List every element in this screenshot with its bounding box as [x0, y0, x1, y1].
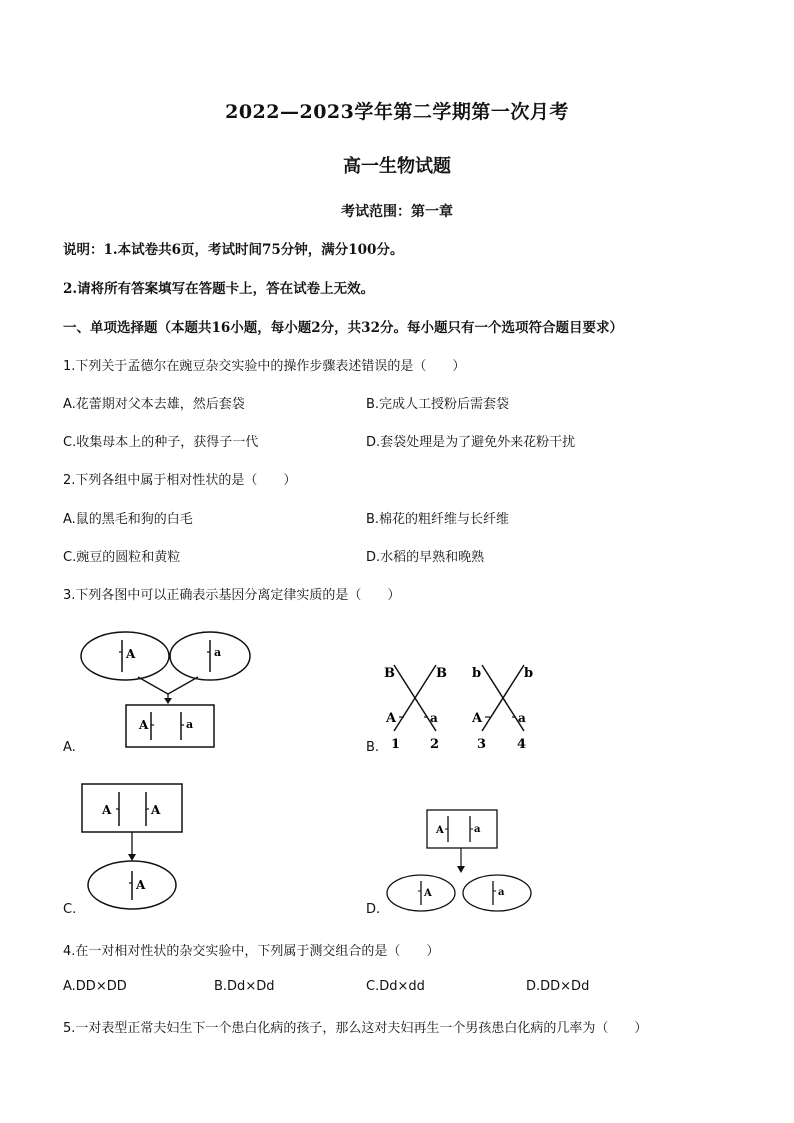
allele-label: A — [472, 711, 483, 726]
arrow-down-icon — [457, 866, 465, 873]
parent-cell-left — [81, 632, 169, 680]
question-4-option-d: D.DD×Dd — [526, 979, 590, 994]
allele-label: A — [139, 718, 149, 732]
question-4-option-b: B.Dd×Dd — [214, 979, 275, 994]
cell-box — [82, 784, 182, 832]
allele-label: a — [518, 711, 526, 725]
diagram-c-label: C. — [63, 902, 77, 917]
question-1-option-c: C.收集母本上的种子，获得子一代 — [63, 435, 259, 450]
allele-label: A — [424, 888, 432, 899]
exam-subtitle: 高一生物试题 — [343, 156, 451, 177]
chromosome-number: 1 — [391, 737, 401, 752]
question-1-option-b: B.完成人工授粉后需套袋 — [366, 397, 510, 412]
question-5-stem: 5.一对表型正常夫妇生下一个患白化病的孩子，那么这对夫妇再生一个男孩患白化病的几率为（ ） — [63, 1021, 648, 1036]
allele-label: a — [498, 887, 505, 898]
question-3-stem: 3.下列各图中可以正确表示基因分离定律实质的是（ ） — [63, 588, 401, 603]
allele-label: b — [524, 666, 534, 681]
allele-label: A — [136, 878, 146, 892]
question-2-option-b: B.棉花的粗纤维与长纤维 — [366, 512, 510, 527]
allele-label: a — [186, 718, 194, 731]
allele-label: A — [126, 647, 136, 661]
question-1-option-d: D.套袋处理是为了避免外来花粉干扰 — [366, 435, 576, 450]
allele-label: b — [472, 666, 482, 681]
diagram-c — [80, 782, 190, 917]
chromosome-number: 2 — [430, 737, 440, 752]
allele-label: A — [151, 803, 161, 817]
question-1-stem: 1.下列关于孟德尔在豌豆杂交实验中的操作步骤表述错误的是（ ） — [63, 359, 466, 374]
allele-label: B — [384, 666, 395, 681]
chromosome-number: 4 — [517, 737, 527, 752]
note-line-2: 2.请将所有答案填写在答题卡上，答在试卷上无效。 — [63, 281, 375, 297]
diagram-a — [78, 628, 258, 753]
diagram-b-label: B. — [366, 740, 380, 755]
allele-label: B — [436, 666, 447, 681]
gamete-cell — [463, 875, 531, 911]
question-2-option-a: A.鼠的黑毛和狗的白毛 — [63, 512, 193, 527]
diagram-b — [380, 655, 540, 755]
exam-title: 2022—2023学年第二学期第一次月考 — [225, 101, 569, 123]
allele-label: A — [436, 825, 444, 836]
allele-label: a — [430, 711, 438, 725]
question-1-option-a: A.花蕾期对父本去雄，然后套袋 — [63, 397, 245, 412]
exam-scope: 考试范围：第一章 — [341, 204, 453, 220]
question-2-option-d: D.水稻的早熟和晚熟 — [366, 550, 485, 565]
question-4-option-a: A.DD×DD — [63, 979, 127, 994]
diagram-d — [385, 808, 535, 913]
diagram-a-label: A. — [63, 740, 76, 755]
arrow-down-icon — [128, 854, 136, 861]
arrow-down-icon — [164, 698, 172, 704]
chromosome-number: 3 — [477, 737, 487, 752]
question-4-option-c: C.Dd×dd — [366, 979, 425, 994]
question-4-stem: 4.在一对相对性状的杂交实验中，下列属于测交组合的是（ ） — [63, 944, 440, 959]
diagram-d-label: D. — [366, 902, 381, 917]
allele-label: A — [386, 711, 397, 726]
allele-label: a — [474, 824, 481, 835]
allele-label: A — [102, 803, 112, 817]
question-2-stem: 2.下列各组中属于相对性状的是（ ） — [63, 473, 297, 488]
section-heading: 一、单项选择题（本题共16小题，每小题2分，共32分。每小题只有一个选项符合题目要求） — [63, 320, 623, 336]
note-line-1: 说明：1.本试卷共6页，考试时间75分钟，满分100分。 — [63, 242, 404, 258]
allele-label: a — [214, 646, 222, 659]
question-2-option-c: C.豌豆的圆粒和黄粒 — [63, 550, 181, 565]
